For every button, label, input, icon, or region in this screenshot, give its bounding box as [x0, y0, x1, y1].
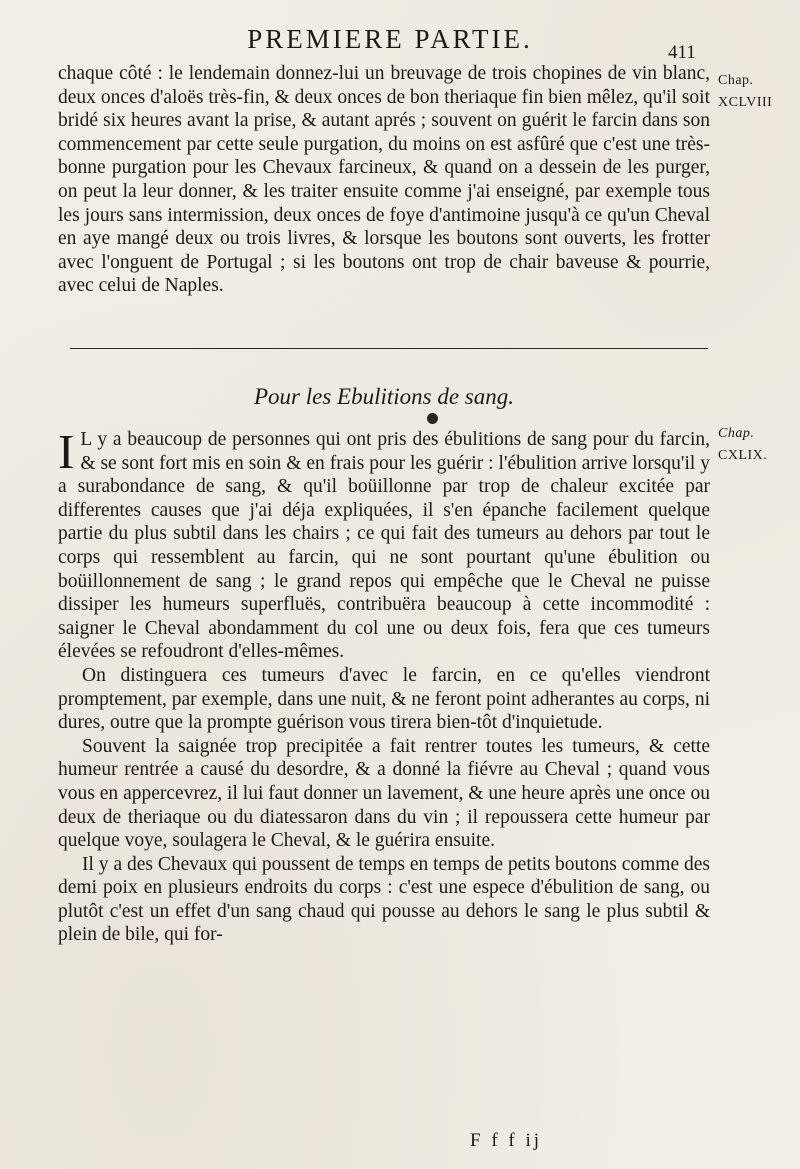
running-title: PREMIERE PARTIE. [247, 24, 533, 54]
margin-note-number: CXLIX. [718, 448, 768, 463]
margin-note-chapter-2 [718, 423, 798, 467]
section-paragraph-1 [58, 424, 710, 664]
section-paragraph-1-text: L y a beaucoup de personnes qui ont pris des ébulitions de sang pour du farcin, & se sont fort mis en soin & en frais pour les guérir : l'ébulition arrive lorsqu'il y a surabondance de sang, & qu'il boüillonne par trop de chaleur excitée par differentes causes que j'ai déja expliquées, il s'en épanche facilement quelque partie du plus subtil dans les chairs ; ce qui fait des tumeurs au dehors par tout le corps qui ressemblent au farcin, qui ne sont pourtant qu'une ébulition ou boüillonnement de sang ; le grand repos qui empêche que le Cheval ne puisse dissiper les humeurs superfluës, contribuëra beaucoup à cette incommodité : saigner le Cheval abondamment du col une ou deux fois, fera que ces tumeurs élevées se refoudront d'elles-mêmes. [58, 429, 710, 663]
page-number: 411 [668, 42, 696, 63]
margin-note-label: Chap. [718, 73, 754, 88]
margin-note-number: XCLVIII [718, 95, 773, 110]
margin-note-label: Chap. [718, 426, 755, 441]
opening-text-block [58, 62, 710, 298]
section-paragraph-4: Il y a des Chevaux qui poussent de temps en temps de petits boutons comme des demi poix en plusieurs endroits du corps : c'est une espece d'ébulition de sang, ou plutôt c'est un effet d'un sang chaud qui pousse au dehors le sang le plus subtil & plein de bile, qui for- [58, 853, 710, 946]
margin-note-chapter-1 [718, 70, 798, 114]
opening-paragraph: chaque côté : le lendemain donnez-lui un breuvage de trois chopines de vin blanc, deux onces d'aloës très-fin, & deux onces de bon theriaque fin bien mêlez, qu'il soit bridé six heures avant la prise, & autant aprés ; souvent on guérit le farcin dans son commencement par cette seule purgation, du moins on est asfûré que c'est une très-bonne purgation pour les Chevaux farcineux, & quand on a dessein de les purger, on peut la leur donner, & les traiter ensuite comme j'ai enseigné, par exemple tous les jours sans intermission, deux onces de foye d'antimoine jusqu'à ce qu'un Cheval en aye mangé deux ou trois livres, & lorsque les boutons sont ouverts, les frotter avec l'onguent de Portugal ; si les boutons ont trop de chair baveuse & pourrie, avec celui de Naples. [58, 63, 710, 297]
drop-cap: I [58, 424, 75, 479]
section-paragraph-2: On distinguera ces tumeurs d'avec le farcin, en ce qu'elles viendront promptement, par exemple, dans une nuit, & ne feront point adherantes au corps, ni dures, outre que la prompte guérison vous tirera bien-tôt d'inquietude. [58, 664, 710, 734]
section-divider [70, 348, 708, 349]
ornament-dot [427, 413, 438, 424]
section-paragraph-3: Souvent la saignée trop precipitée a fait rentrer toutes les tumeurs, & cette humeur rentrée a causé du desordre, & a donné la fiévre au Cheval ; quand vous vous en appercevrez, il lui faut donner un lavement, & une heure après une once ou deux de theriaque ou du diatessaron dans du vin ; il repoussera cette humeur par quelque voye, soulagera le Cheval, & le guérira ensuite. [58, 735, 710, 852]
signature-mark: F f f ij [470, 1130, 543, 1151]
section-text-block [58, 424, 710, 947]
section-title: Pour les Ebulitions de sang. [253, 384, 515, 409]
